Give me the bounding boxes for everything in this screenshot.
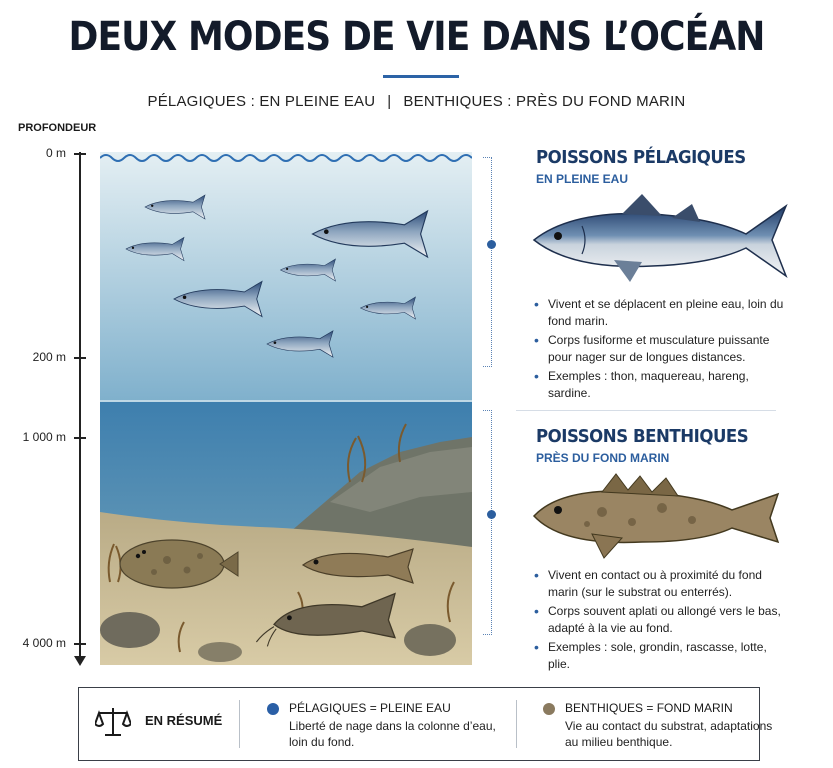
summary-pelagic-text: Liberté de nage dans la colonne d’eau, loin du fond. — [289, 719, 496, 749]
depth-label-4000: 4 000 m — [22, 636, 66, 650]
pelagic-subheading: EN PLEINE EAU — [536, 172, 629, 186]
stone — [198, 642, 242, 662]
pelagic-dot — [267, 703, 279, 715]
benthic-bullet: • Exemples : sole, grondin, rascasse, lotte, plie. — [532, 639, 792, 673]
subtitle-pelagic: PÉLAGIQUES : EN PLEINE EAU — [147, 93, 376, 110]
summary-separator — [239, 700, 240, 748]
pelagic-zone-bracket — [483, 157, 492, 367]
depth-tick-1000 — [74, 437, 86, 439]
subtitle — [0, 93, 833, 110]
page-title: DEUX MODES DE VIE DANS L’OCÉAN — [68, 14, 765, 60]
title-underline — [383, 75, 459, 78]
depth-tick-0 — [74, 153, 86, 155]
depth-label-0: 0 m — [45, 146, 66, 160]
benthic-bracket-dot — [487, 510, 496, 519]
benthic-bullet: • Vivent en contact ou à proximité du fond marin (sur le substrat ou enterrés). — [532, 567, 792, 601]
summary-benthic-text: Vie au contact du substrat, adaptations au milieu benthique. — [565, 719, 773, 749]
depth-axis-line — [79, 152, 81, 660]
grouper-illustration — [532, 472, 782, 560]
balance-scale-icon — [95, 704, 131, 740]
depth-label-200: 200 m — [32, 350, 66, 364]
summary-box — [78, 687, 773, 761]
pelagic-heading: POISSONS PÉLAGIQUES — [536, 147, 746, 168]
pelagic-bullet: • Vivent et se déplacent en pleine eau, loin du fond marin. — [532, 296, 792, 330]
depth-axis-arrow-icon — [74, 656, 86, 666]
benthic-subheading: PRÈS DU FOND MARIN — [536, 451, 670, 465]
benthic-heading: POISSONS BENTHIQUES — [536, 426, 749, 447]
benthic-bullets — [532, 567, 792, 675]
ocean-scene — [100, 152, 472, 665]
pelagic-zone — [100, 152, 472, 402]
summary-label: EN RÉSUMÉ — [145, 713, 223, 728]
pelagic-bracket-dot — [487, 240, 496, 249]
subtitle-benthic: BENTHIQUES : PRÈS DU FOND MARIN — [403, 93, 686, 110]
pelagic-bullet: • Exemples : thon, maquereau, hareng, sardine. — [532, 368, 792, 402]
tuna-illustration — [532, 192, 792, 288]
pelagic-bullets — [532, 296, 792, 404]
depth-tick-4000 — [74, 643, 86, 645]
depth-label-1000: 1 000 m — [22, 430, 66, 444]
subtitle-separator: | — [387, 93, 392, 110]
summary-benthic-head: BENTHIQUES = FOND MARIN — [565, 701, 733, 715]
stone — [404, 624, 456, 656]
benthic-zone-bracket — [483, 410, 492, 635]
panel-divider — [516, 410, 776, 411]
summary-pelagic-head: PÉLAGIQUES = PLEINE EAU — [289, 701, 451, 715]
summary-separator — [516, 700, 517, 748]
depth-tick-200 — [74, 357, 86, 359]
ocean-illustration — [100, 152, 472, 665]
stone — [100, 612, 160, 648]
benthic-bullet: • Corps souvent aplati ou allongé vers le bas, adapté à la vie au fond. — [532, 603, 792, 637]
pelagic-bullet: • Corps fusiforme et musculature puissante pour nager sur de longues distances. — [532, 332, 792, 366]
depth-axis-title: PROFONDEUR — [18, 122, 97, 134]
benthic-dot — [543, 703, 555, 715]
